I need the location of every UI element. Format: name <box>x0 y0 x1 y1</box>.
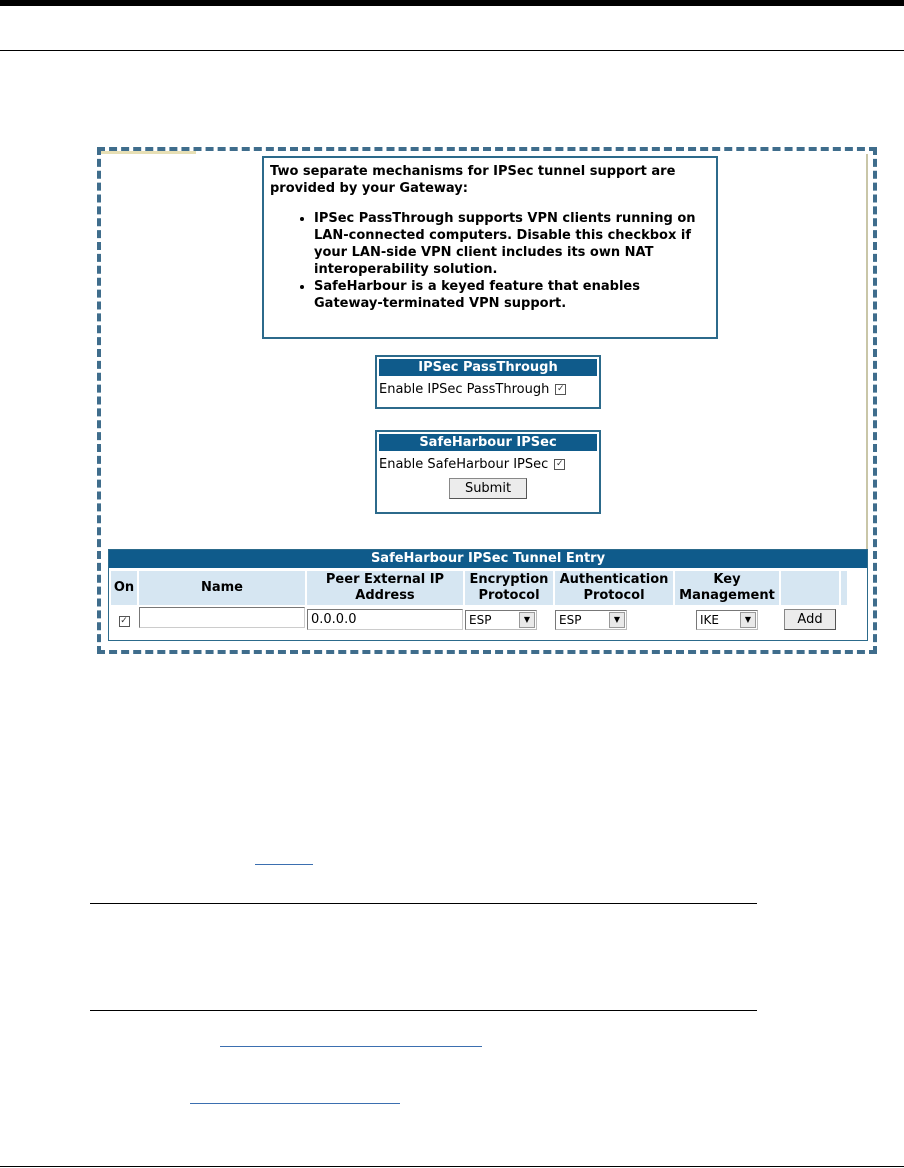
key-management-value: IKE <box>700 612 719 627</box>
authentication-value: ESP <box>559 612 582 627</box>
submit-row <box>377 472 599 499</box>
ipsec-passthrough-title: IPSec PassThrough <box>379 359 597 376</box>
add-button[interactable]: Add <box>784 609 836 630</box>
link-underline[interactable] <box>220 1046 482 1047</box>
col-name: Name <box>139 571 305 605</box>
frame-edge <box>866 154 868 549</box>
authentication-select[interactable] <box>555 610 627 630</box>
row-authentication-cell <box>555 607 673 632</box>
encryption-select[interactable] <box>465 610 537 630</box>
encryption-value: ESP <box>469 612 492 627</box>
col-encryption: Encryption Protocol <box>465 571 553 605</box>
tunnel-grid <box>109 569 849 634</box>
key-management-select[interactable] <box>696 610 758 630</box>
safeharbour-checkbox[interactable]: ✓ <box>556 459 564 469</box>
chevron-down-icon[interactable]: ▼ <box>740 612 756 628</box>
safeharbour-title: SafeHarbour IPSec <box>379 434 597 451</box>
row-peer-cell <box>307 607 463 632</box>
note-bottom-rule <box>90 1010 757 1011</box>
link-underline[interactable] <box>255 864 313 865</box>
col-spacer <box>841 571 847 605</box>
tunnel-entry-table <box>108 549 868 641</box>
safeharbour-row <box>377 451 599 472</box>
ipsec-passthrough-row <box>377 376 599 397</box>
ipsec-info-box <box>262 156 718 339</box>
submit-button[interactable]: Submit <box>449 478 527 499</box>
col-key-management: Key Management <box>675 571 779 605</box>
col-peer-ip: Peer External IP Address <box>307 571 463 605</box>
row-spacer-cell <box>841 607 847 632</box>
page-top-rule <box>0 0 904 6</box>
page-bottom-rule <box>0 1166 904 1167</box>
col-action <box>781 571 839 605</box>
tunnel-header-row <box>111 571 847 605</box>
table-row <box>111 607 847 632</box>
row-key-cell <box>675 607 779 632</box>
safeharbour-panel <box>375 430 601 514</box>
safeharbour-label: Enable SafeHarbour IPSec <box>379 457 549 472</box>
info-bullet-list <box>270 210 710 312</box>
row-name-cell <box>139 607 305 632</box>
link-underline[interactable] <box>190 1103 400 1104</box>
col-authentication: Authentication Protocol <box>555 571 673 605</box>
col-on: On <box>111 571 137 605</box>
chevron-down-icon[interactable]: ▼ <box>609 612 625 628</box>
note-top-rule <box>90 903 757 904</box>
frame-accent <box>101 151 196 154</box>
header-rule <box>0 50 904 51</box>
chevron-down-icon[interactable]: ▼ <box>519 612 535 628</box>
info-bullet: • IPSec PassThrough supports VPN clients running on LAN-connected computers. Disable this checkbox if your LAN-side VPN client includes its own NAT interoperability solution. <box>314 210 710 278</box>
row-on-cell <box>111 607 137 632</box>
row-add-cell <box>781 607 839 632</box>
row-on-checkbox[interactable]: ✓ <box>120 616 128 626</box>
ipsec-passthrough-label: Enable IPSec PassThrough <box>379 382 550 397</box>
info-bullet: • SafeHarbour is a keyed feature that enables Gateway-terminated VPN support. <box>314 278 710 312</box>
row-encryption-cell <box>465 607 553 632</box>
info-intro: Two separate mechanisms for IPSec tunnel support are provided by your Gateway: <box>270 164 676 196</box>
peer-ip-input[interactable]: 0.0.0.0 <box>307 609 463 630</box>
name-input[interactable] <box>139 607 305 628</box>
ipsec-passthrough-panel <box>375 355 601 409</box>
ipsec-passthrough-checkbox[interactable]: ✓ <box>557 384 565 394</box>
tunnel-entry-title: SafeHarbour IPSec Tunnel Entry <box>109 550 867 568</box>
ipsec-screenshot-frame <box>97 147 877 654</box>
